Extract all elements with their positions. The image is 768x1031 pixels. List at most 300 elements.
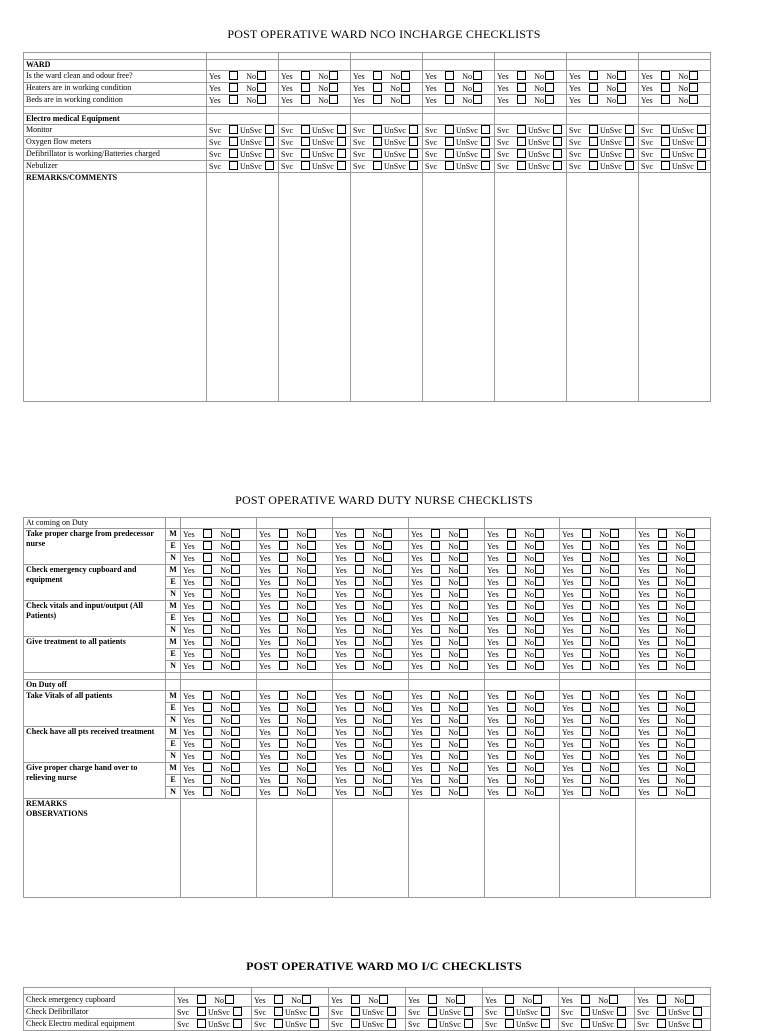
no-checkbox[interactable] (686, 601, 695, 610)
no-checkbox[interactable] (307, 751, 316, 760)
no-checkbox[interactable] (307, 661, 316, 670)
no-checkbox[interactable] (459, 787, 468, 796)
yes-checkbox[interactable] (431, 601, 440, 610)
blank-cell[interactable] (636, 673, 711, 680)
yes-checkbox[interactable] (582, 577, 591, 586)
no-checkbox[interactable] (379, 995, 388, 1004)
blank-cell[interactable] (423, 60, 495, 71)
no-checkbox[interactable] (231, 661, 240, 670)
blank-cell[interactable] (409, 680, 485, 691)
svc-checkbox[interactable] (517, 149, 526, 158)
yes-checkbox[interactable] (203, 541, 212, 550)
no-checkbox[interactable] (610, 541, 619, 550)
yes-checkbox[interactable] (589, 95, 598, 104)
no-checkbox[interactable] (456, 995, 465, 1004)
no-checkbox[interactable] (459, 625, 468, 634)
yes-checkbox[interactable] (373, 83, 382, 92)
yes-checkbox[interactable] (658, 715, 667, 724)
yes-checkbox[interactable] (507, 625, 516, 634)
yes-checkbox[interactable] (301, 71, 310, 80)
unsvc-checkbox[interactable] (697, 125, 706, 134)
yes-checkbox[interactable] (279, 601, 288, 610)
yes-checkbox[interactable] (582, 625, 591, 634)
yes-checkbox[interactable] (582, 649, 591, 658)
yes-checkbox[interactable] (431, 751, 440, 760)
blank-cell[interactable] (207, 60, 279, 71)
blank-cell[interactable] (166, 673, 181, 680)
yes-checkbox[interactable] (279, 751, 288, 760)
blank-cell[interactable] (483, 988, 559, 995)
yes-checkbox[interactable] (431, 775, 440, 784)
no-checkbox[interactable] (459, 577, 468, 586)
yes-checkbox[interactable] (661, 83, 670, 92)
no-checkbox[interactable] (257, 71, 266, 80)
no-checkbox[interactable] (610, 613, 619, 622)
svc-checkbox[interactable] (373, 149, 382, 158)
no-checkbox[interactable] (535, 577, 544, 586)
svc-checkbox[interactable] (197, 1007, 206, 1016)
yes-checkbox[interactable] (658, 703, 667, 712)
no-checkbox[interactable] (383, 691, 392, 700)
no-checkbox[interactable] (307, 763, 316, 772)
yes-checkbox[interactable] (507, 565, 516, 574)
yes-checkbox[interactable] (203, 589, 212, 598)
no-checkbox[interactable] (689, 71, 698, 80)
blank-cell[interactable] (24, 53, 207, 60)
blank-cell[interactable] (409, 673, 485, 680)
blank-cell[interactable] (181, 680, 257, 691)
no-checkbox[interactable] (686, 577, 695, 586)
yes-checkbox[interactable] (431, 715, 440, 724)
yes-checkbox[interactable] (658, 565, 667, 574)
yes-checkbox[interactable] (355, 613, 364, 622)
no-checkbox[interactable] (473, 95, 482, 104)
blank-cell[interactable] (333, 518, 409, 529)
blank-cell[interactable] (639, 53, 711, 60)
yes-checkbox[interactable] (507, 739, 516, 748)
yes-checkbox[interactable] (355, 625, 364, 634)
blank-cell[interactable] (495, 60, 567, 71)
yes-checkbox[interactable] (507, 541, 516, 550)
yes-checkbox[interactable] (431, 625, 440, 634)
svc-checkbox[interactable] (661, 149, 670, 158)
yes-checkbox[interactable] (658, 787, 667, 796)
yes-checkbox[interactable] (507, 775, 516, 784)
blank-cell[interactable] (181, 673, 257, 680)
blank-cell[interactable] (485, 799, 560, 898)
blank-cell[interactable] (181, 518, 257, 529)
yes-checkbox[interactable] (507, 703, 516, 712)
svc-checkbox[interactable] (229, 161, 238, 170)
yes-checkbox[interactable] (658, 625, 667, 634)
yes-checkbox[interactable] (517, 95, 526, 104)
no-checkbox[interactable] (610, 691, 619, 700)
yes-checkbox[interactable] (431, 691, 440, 700)
yes-checkbox[interactable] (355, 553, 364, 562)
blank-cell[interactable] (166, 680, 181, 691)
yes-checkbox[interactable] (355, 715, 364, 724)
no-checkbox[interactable] (535, 541, 544, 550)
svc-checkbox[interactable] (517, 125, 526, 134)
blank-cell[interactable] (24, 107, 207, 114)
yes-checkbox[interactable] (582, 775, 591, 784)
yes-checkbox[interactable] (355, 763, 364, 772)
svc-checkbox[interactable] (445, 137, 454, 146)
yes-checkbox[interactable] (203, 601, 212, 610)
no-checkbox[interactable] (231, 691, 240, 700)
yes-checkbox[interactable] (445, 83, 454, 92)
blank-cell[interactable] (495, 53, 567, 60)
blank-cell[interactable] (636, 680, 711, 691)
yes-checkbox[interactable] (203, 739, 212, 748)
yes-checkbox[interactable] (582, 589, 591, 598)
yes-checkbox[interactable] (203, 787, 212, 796)
yes-checkbox[interactable] (351, 995, 360, 1004)
blank-cell[interactable] (279, 53, 351, 60)
yes-checkbox[interactable] (507, 589, 516, 598)
unsvc-checkbox[interactable] (541, 1007, 550, 1016)
yes-checkbox[interactable] (355, 739, 364, 748)
no-checkbox[interactable] (329, 95, 338, 104)
yes-checkbox[interactable] (203, 577, 212, 586)
no-checkbox[interactable] (257, 83, 266, 92)
no-checkbox[interactable] (383, 703, 392, 712)
svc-checkbox[interactable] (445, 161, 454, 170)
unsvc-checkbox[interactable] (481, 161, 490, 170)
yes-checkbox[interactable] (301, 95, 310, 104)
no-checkbox[interactable] (401, 83, 410, 92)
blank-cell[interactable] (24, 673, 166, 680)
no-checkbox[interactable] (459, 661, 468, 670)
svc-checkbox[interactable] (505, 1007, 514, 1016)
yes-checkbox[interactable] (507, 553, 516, 562)
svc-checkbox[interactable] (589, 149, 598, 158)
yes-checkbox[interactable] (658, 601, 667, 610)
yes-checkbox[interactable] (279, 613, 288, 622)
no-checkbox[interactable] (307, 775, 316, 784)
svc-checkbox[interactable] (517, 161, 526, 170)
no-checkbox[interactable] (231, 637, 240, 646)
svc-checkbox[interactable] (517, 137, 526, 146)
yes-checkbox[interactable] (279, 763, 288, 772)
yes-checkbox[interactable] (279, 577, 288, 586)
blank-cell[interactable] (333, 673, 409, 680)
svc-checkbox[interactable] (301, 161, 310, 170)
blank-cell[interactable] (252, 988, 329, 995)
no-checkbox[interactable] (401, 71, 410, 80)
yes-checkbox[interactable] (203, 703, 212, 712)
svc-checkbox[interactable] (445, 125, 454, 134)
no-checkbox[interactable] (307, 637, 316, 646)
unsvc-checkbox[interactable] (409, 125, 418, 134)
unsvc-checkbox[interactable] (310, 1007, 319, 1016)
no-checkbox[interactable] (686, 553, 695, 562)
unsvc-checkbox[interactable] (697, 137, 706, 146)
no-checkbox[interactable] (535, 637, 544, 646)
yes-checkbox[interactable] (355, 601, 364, 610)
unsvc-checkbox[interactable] (265, 137, 274, 146)
no-checkbox[interactable] (535, 649, 544, 658)
blank-cell[interactable] (567, 107, 639, 114)
no-checkbox[interactable] (307, 691, 316, 700)
yes-checkbox[interactable] (431, 613, 440, 622)
yes-checkbox[interactable] (582, 601, 591, 610)
no-checkbox[interactable] (686, 661, 695, 670)
svc-checkbox[interactable] (229, 149, 238, 158)
unsvc-checkbox[interactable] (693, 1007, 702, 1016)
blank-cell[interactable] (406, 988, 483, 995)
yes-checkbox[interactable] (445, 95, 454, 104)
no-checkbox[interactable] (535, 751, 544, 760)
yes-checkbox[interactable] (229, 71, 238, 80)
no-checkbox[interactable] (307, 787, 316, 796)
no-checkbox[interactable] (459, 691, 468, 700)
svc-checkbox[interactable] (373, 137, 382, 146)
no-checkbox[interactable] (610, 751, 619, 760)
svc-checkbox[interactable] (589, 161, 598, 170)
no-checkbox[interactable] (610, 589, 619, 598)
blank-cell[interactable] (495, 114, 567, 125)
unsvc-checkbox[interactable] (337, 125, 346, 134)
blank-cell[interactable] (423, 53, 495, 60)
yes-checkbox[interactable] (431, 577, 440, 586)
blank-cell[interactable] (181, 799, 257, 898)
no-checkbox[interactable] (535, 727, 544, 736)
unsvc-checkbox[interactable] (337, 149, 346, 158)
yes-checkbox[interactable] (431, 703, 440, 712)
yes-checkbox[interactable] (431, 739, 440, 748)
unsvc-checkbox[interactable] (387, 1007, 396, 1016)
yes-checkbox[interactable] (582, 703, 591, 712)
yes-checkbox[interactable] (197, 995, 206, 1004)
no-checkbox[interactable] (307, 553, 316, 562)
no-checkbox[interactable] (307, 625, 316, 634)
yes-checkbox[interactable] (505, 995, 514, 1004)
no-checkbox[interactable] (459, 589, 468, 598)
no-checkbox[interactable] (610, 625, 619, 634)
yes-checkbox[interactable] (507, 691, 516, 700)
no-checkbox[interactable] (535, 691, 544, 700)
blank-cell[interactable] (409, 799, 485, 898)
no-checkbox[interactable] (459, 541, 468, 550)
yes-checkbox[interactable] (373, 71, 382, 80)
unsvc-checkbox[interactable] (553, 137, 562, 146)
no-checkbox[interactable] (686, 613, 695, 622)
no-checkbox[interactable] (383, 661, 392, 670)
unsvc-checkbox[interactable] (625, 125, 634, 134)
unsvc-checkbox[interactable] (265, 125, 274, 134)
yes-checkbox[interactable] (279, 553, 288, 562)
no-checkbox[interactable] (231, 565, 240, 574)
no-checkbox[interactable] (459, 763, 468, 772)
yes-checkbox[interactable] (431, 529, 440, 538)
no-checkbox[interactable] (307, 727, 316, 736)
no-checkbox[interactable] (307, 739, 316, 748)
blank-cell[interactable] (351, 53, 423, 60)
blank-cell[interactable] (423, 173, 495, 402)
unsvc-checkbox[interactable] (697, 161, 706, 170)
no-checkbox[interactable] (383, 541, 392, 550)
no-checkbox[interactable] (383, 613, 392, 622)
yes-checkbox[interactable] (507, 787, 516, 796)
no-checkbox[interactable] (459, 703, 468, 712)
svc-checkbox[interactable] (661, 137, 670, 146)
yes-checkbox[interactable] (507, 661, 516, 670)
no-checkbox[interactable] (686, 625, 695, 634)
yes-checkbox[interactable] (355, 577, 364, 586)
no-checkbox[interactable] (231, 553, 240, 562)
blank-cell[interactable] (636, 799, 711, 898)
no-checkbox[interactable] (307, 541, 316, 550)
yes-checkbox[interactable] (658, 775, 667, 784)
unsvc-checkbox[interactable] (337, 137, 346, 146)
yes-checkbox[interactable] (507, 751, 516, 760)
no-checkbox[interactable] (459, 529, 468, 538)
no-checkbox[interactable] (307, 649, 316, 658)
yes-checkbox[interactable] (658, 553, 667, 562)
yes-checkbox[interactable] (582, 787, 591, 796)
no-checkbox[interactable] (257, 95, 266, 104)
yes-checkbox[interactable] (279, 727, 288, 736)
no-checkbox[interactable] (383, 775, 392, 784)
blank-cell[interactable] (567, 173, 639, 402)
no-checkbox[interactable] (610, 529, 619, 538)
blank-cell[interactable] (351, 114, 423, 125)
yes-checkbox[interactable] (589, 71, 598, 80)
unsvc-checkbox[interactable] (553, 149, 562, 158)
unsvc-checkbox[interactable] (625, 149, 634, 158)
no-checkbox[interactable] (686, 589, 695, 598)
blank-cell[interactable] (279, 60, 351, 71)
yes-checkbox[interactable] (589, 83, 598, 92)
no-checkbox[interactable] (686, 739, 695, 748)
blank-cell[interactable] (24, 988, 175, 995)
no-checkbox[interactable] (686, 691, 695, 700)
no-checkbox[interactable] (535, 565, 544, 574)
yes-checkbox[interactable] (279, 703, 288, 712)
yes-checkbox[interactable] (431, 649, 440, 658)
no-checkbox[interactable] (383, 715, 392, 724)
unsvc-checkbox[interactable] (337, 161, 346, 170)
no-checkbox[interactable] (307, 577, 316, 586)
blank-cell[interactable] (567, 114, 639, 125)
no-checkbox[interactable] (383, 553, 392, 562)
yes-checkbox[interactable] (301, 83, 310, 92)
no-checkbox[interactable] (535, 529, 544, 538)
yes-checkbox[interactable] (507, 649, 516, 658)
no-checkbox[interactable] (383, 565, 392, 574)
no-checkbox[interactable] (459, 715, 468, 724)
yes-checkbox[interactable] (229, 83, 238, 92)
blank-cell[interactable] (639, 60, 711, 71)
yes-checkbox[interactable] (507, 727, 516, 736)
no-checkbox[interactable] (383, 577, 392, 586)
yes-checkbox[interactable] (203, 625, 212, 634)
yes-checkbox[interactable] (355, 787, 364, 796)
no-checkbox[interactable] (610, 601, 619, 610)
yes-checkbox[interactable] (355, 751, 364, 760)
no-checkbox[interactable] (689, 95, 698, 104)
svc-checkbox[interactable] (589, 137, 598, 146)
svc-checkbox[interactable] (301, 149, 310, 158)
yes-checkbox[interactable] (582, 613, 591, 622)
yes-checkbox[interactable] (355, 529, 364, 538)
yes-checkbox[interactable] (658, 763, 667, 772)
yes-checkbox[interactable] (355, 703, 364, 712)
no-checkbox[interactable] (686, 637, 695, 646)
yes-checkbox[interactable] (507, 601, 516, 610)
svc-checkbox[interactable] (661, 125, 670, 134)
no-checkbox[interactable] (533, 995, 542, 1004)
yes-checkbox[interactable] (582, 715, 591, 724)
no-checkbox[interactable] (535, 763, 544, 772)
blank-cell[interactable] (333, 680, 409, 691)
no-checkbox[interactable] (535, 739, 544, 748)
yes-checkbox[interactable] (582, 739, 591, 748)
no-checkbox[interactable] (225, 995, 234, 1004)
yes-checkbox[interactable] (279, 787, 288, 796)
unsvc-checkbox[interactable] (481, 149, 490, 158)
no-checkbox[interactable] (231, 739, 240, 748)
no-checkbox[interactable] (231, 577, 240, 586)
svc-checkbox[interactable] (373, 125, 382, 134)
no-checkbox[interactable] (329, 71, 338, 80)
unsvc-checkbox[interactable] (481, 137, 490, 146)
yes-checkbox[interactable] (355, 691, 364, 700)
blank-cell[interactable] (257, 799, 333, 898)
no-checkbox[interactable] (617, 83, 626, 92)
no-checkbox[interactable] (383, 529, 392, 538)
blank-cell[interactable] (351, 173, 423, 402)
no-checkbox[interactable] (610, 553, 619, 562)
yes-checkbox[interactable] (355, 649, 364, 658)
unsvc-checkbox[interactable] (697, 149, 706, 158)
yes-checkbox[interactable] (431, 541, 440, 550)
no-checkbox[interactable] (689, 83, 698, 92)
yes-checkbox[interactable] (279, 775, 288, 784)
no-checkbox[interactable] (610, 703, 619, 712)
no-checkbox[interactable] (231, 751, 240, 760)
no-checkbox[interactable] (231, 541, 240, 550)
no-checkbox[interactable] (383, 637, 392, 646)
no-checkbox[interactable] (473, 83, 482, 92)
blank-cell[interactable] (333, 799, 409, 898)
yes-checkbox[interactable] (279, 565, 288, 574)
yes-checkbox[interactable] (658, 529, 667, 538)
no-checkbox[interactable] (383, 763, 392, 772)
yes-checkbox[interactable] (581, 995, 590, 1004)
blank-cell[interactable] (485, 680, 560, 691)
no-checkbox[interactable] (686, 751, 695, 760)
no-checkbox[interactable] (610, 739, 619, 748)
yes-checkbox[interactable] (431, 589, 440, 598)
unsvc-checkbox[interactable] (409, 137, 418, 146)
yes-checkbox[interactable] (658, 541, 667, 550)
no-checkbox[interactable] (383, 649, 392, 658)
yes-checkbox[interactable] (507, 577, 516, 586)
no-checkbox[interactable] (329, 83, 338, 92)
blank-cell[interactable] (495, 107, 567, 114)
blank-cell[interactable] (423, 114, 495, 125)
svc-checkbox[interactable] (581, 1007, 590, 1016)
unsvc-checkbox[interactable] (409, 149, 418, 158)
yes-checkbox[interactable] (431, 565, 440, 574)
no-checkbox[interactable] (459, 565, 468, 574)
no-checkbox[interactable] (231, 625, 240, 634)
no-checkbox[interactable] (610, 715, 619, 724)
no-checkbox[interactable] (610, 565, 619, 574)
no-checkbox[interactable] (307, 715, 316, 724)
